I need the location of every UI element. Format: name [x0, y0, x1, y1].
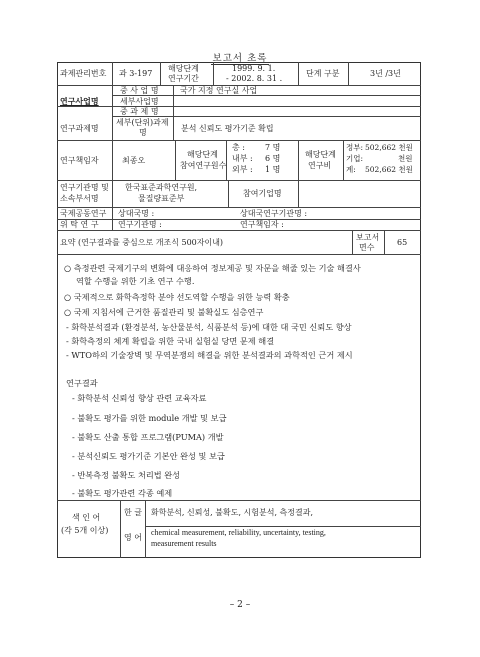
page-number: – 2 –	[229, 600, 251, 610]
mgmt-no-label: 과제관리번호	[60, 69, 107, 78]
summary-line: ○ 측정관련 국제기구의 변화에 대응하여 정보제공 및 자문을 해줄 있는 기술 해결사	[64, 263, 361, 273]
main-title-label: 중 과 제 명	[120, 107, 159, 116]
stage-label: 해당단계	[168, 64, 199, 73]
page-title: 보고서 초록	[212, 53, 268, 64]
external-label: 외부 :	[232, 165, 253, 174]
row-divider	[145, 526, 421, 527]
stage-type: 3년 /3년	[370, 69, 401, 78]
result-item: - 반복측정 불확도 처리법 완성	[72, 470, 181, 480]
col-divider	[384, 230, 385, 254]
summary-line: - 화학분석결과 (환경분석, 농산물분석, 식품분석 등)에 대한 대 국민 신뢰도 향상	[66, 322, 352, 332]
researcher-name: 최종오	[122, 156, 146, 165]
institution-dept: 물질량표준부	[138, 194, 185, 203]
results-title: 연구결과	[66, 378, 98, 388]
mgmt-no: 과 3-197	[119, 69, 153, 78]
total-label: 총 :	[232, 143, 245, 152]
sum-label: 계:	[346, 165, 356, 174]
keywords-label-2: (각 5개 이상)	[61, 526, 109, 535]
row-divider	[57, 254, 421, 255]
row-divider	[57, 500, 421, 501]
stage-type-label: 단계 구분	[306, 69, 340, 78]
gov-value: 502,662 천원	[365, 143, 413, 152]
company-name-label: 참여기업명	[243, 189, 282, 198]
result-item: - 불확도 평가관련 각종 예제	[72, 488, 173, 498]
researcher-label: 연구책임자	[60, 156, 99, 165]
period-label: 연구기간	[168, 74, 199, 83]
participants-label-2: 참여연구원수	[180, 161, 227, 170]
partner-institution-label: 상대국연구기관명 :	[240, 209, 308, 218]
company-value: 천원	[398, 154, 413, 163]
summary-line: 역할 수행을 위한 기초 연구 수행.	[76, 276, 195, 286]
result-item: - 불확도 산출 통합 프로그램(PUMA) 개발	[72, 432, 224, 442]
row-divider	[57, 230, 421, 231]
period-start: 1999. 9. 1.	[232, 64, 276, 73]
detail-title-label-2: 명	[139, 128, 147, 137]
institution-name: 한국표준과학연구원,	[125, 183, 198, 192]
summary-line: ○ 국제 지침서에 근거한 품질관리 및 불확실도 심층연구	[64, 307, 264, 317]
cost-label-2: 연구비	[308, 161, 332, 170]
period-end: - 2002. 8. 31 .	[226, 74, 283, 83]
pages-value: 65	[397, 238, 408, 247]
international-label: 국제공동연구	[60, 209, 107, 218]
summary-line: - 화학측정의 체계 확립을 위한 국내 실험실 당면 문제 해결	[66, 336, 275, 346]
institution-label-2: 소속부서명	[60, 194, 99, 203]
cost-label: 해당단계	[305, 150, 336, 159]
col-divider	[145, 500, 146, 558]
korean-keywords: 화학분석, 신뢰성, 불확도, 시험분석, 측정결과,	[151, 508, 313, 517]
summary-line: - WTO하의 기술장벽 및 무역분쟁의 해결을 위한 분석결과의 과학적인 근거 제시	[66, 350, 353, 360]
col-divider	[173, 85, 174, 140]
external-value: 1 명	[265, 165, 281, 174]
title-label: 연구과제명	[60, 124, 99, 133]
total-value: 7 명	[265, 143, 281, 152]
col-divider	[226, 140, 227, 180]
result-item: - 화학분석 신뢰성 향상 관련 교육자료	[72, 393, 207, 403]
result-item: - 불확도 평가를 위한 module 개발 및 보급	[72, 413, 227, 423]
participants-label: 해당단계	[187, 150, 218, 159]
summary-line: ○ 국제적으로 화학측정학 분야 선도역할 수행을 위한 능력 확충	[64, 292, 290, 302]
business-label: 연구사업명	[60, 96, 99, 106]
col-divider	[343, 140, 344, 180]
company-label: 기업:	[346, 154, 364, 163]
summary-label: 요약 (연구결과를 중심으로 개조식 500자이내)	[60, 238, 224, 247]
col-divider	[352, 230, 353, 254]
commission-institution-label: 연구기관명 :	[118, 220, 162, 229]
detail-title: 분석 신뢰도 평가기준 확립	[181, 124, 274, 133]
detail-title-label: 세부(단위)과제	[116, 118, 169, 127]
internal-label: 내부 :	[232, 154, 253, 163]
col-divider	[160, 62, 161, 85]
institution-label: 연구기관명 및	[60, 183, 109, 192]
col-divider	[112, 62, 113, 140]
col-divider	[348, 62, 349, 85]
col-divider	[298, 140, 299, 180]
english-keywords-label: 영 어	[124, 533, 142, 542]
col-divider	[298, 180, 299, 207]
result-item: - 분석신뢰도 평가기준 기본안 완성 및 보급	[72, 451, 225, 461]
pages-label-2: 면수	[359, 243, 375, 252]
col-divider	[112, 180, 113, 230]
sub-business-label: 세부사업명	[120, 97, 159, 106]
col-divider	[112, 140, 113, 180]
sum-value: 502,662 천원	[365, 165, 413, 174]
col-divider	[120, 500, 121, 558]
partner-country-label: 상대국명 :	[118, 209, 155, 218]
keywords-label: 색 인 어	[72, 513, 101, 522]
internal-value: 6 명	[265, 154, 281, 163]
commission-label: 위 탁 연 구	[60, 220, 99, 229]
gov-label: 정부:	[346, 143, 364, 152]
col-divider	[175, 140, 176, 180]
english-keywords-2: measurement results	[151, 539, 217, 548]
pages-label: 보고서	[356, 233, 380, 242]
main-business-label: 중 사 업 명	[120, 86, 159, 95]
korean-keywords-label: 한 글	[124, 508, 142, 517]
col-divider	[298, 62, 299, 85]
commission-head-label: 연구책임자 :	[240, 220, 284, 229]
main-business: 국가 지정 연구실 사업	[180, 86, 258, 95]
col-divider	[228, 180, 229, 207]
english-keywords: chemical measurement, reliability, uncertainty, testing,	[151, 528, 326, 537]
col-divider	[213, 62, 214, 85]
